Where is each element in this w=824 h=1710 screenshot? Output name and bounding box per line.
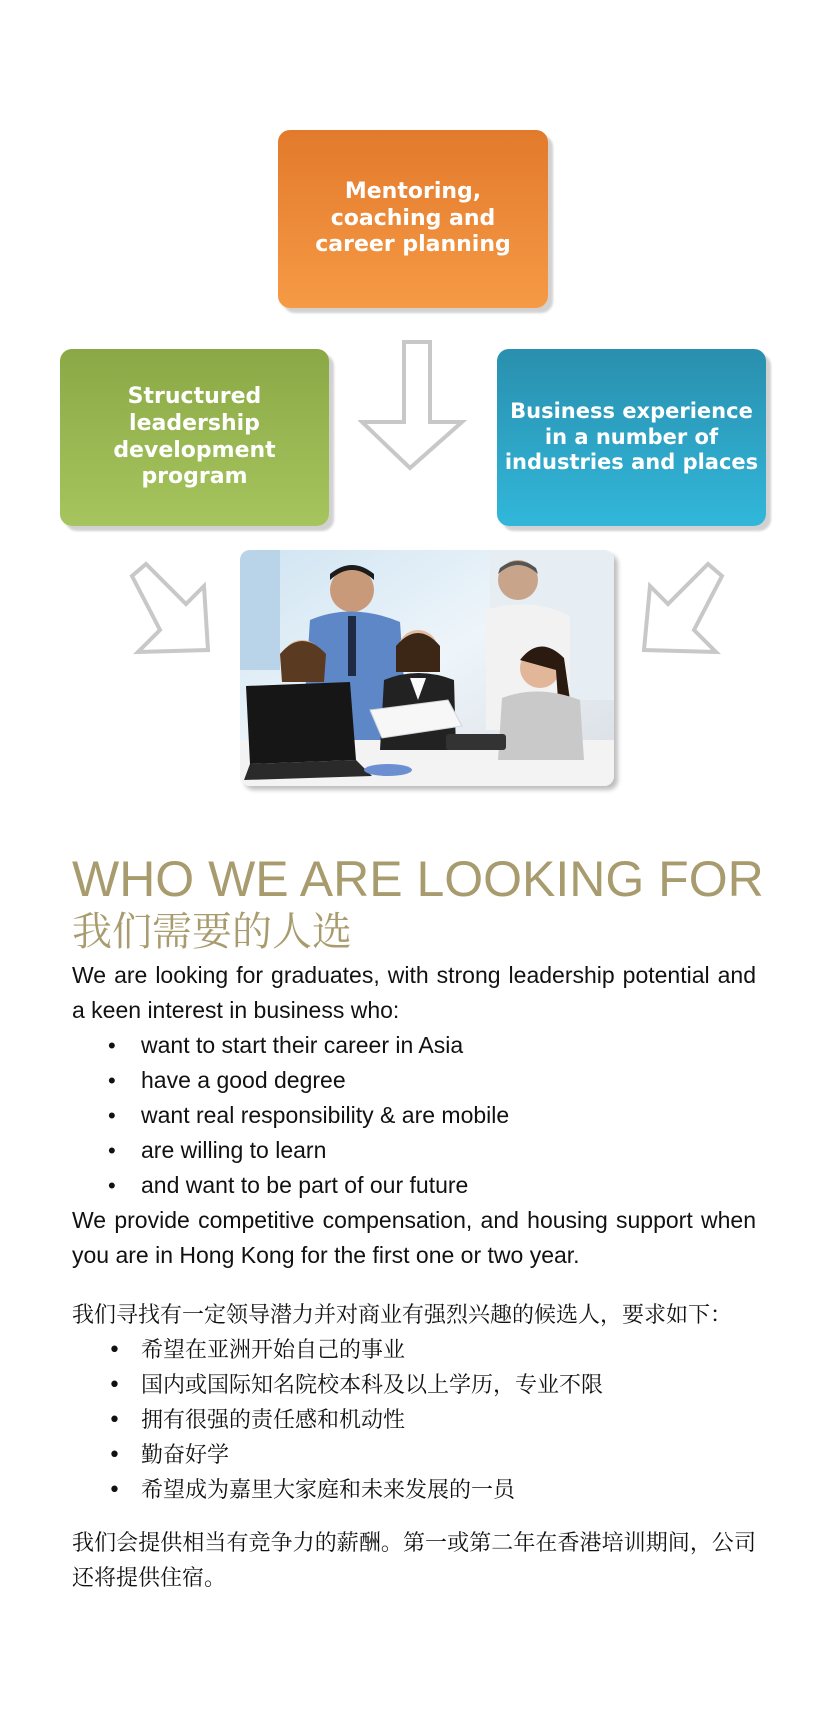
list-item bbox=[72, 1473, 756, 1508]
list-item-text: are willing to learn bbox=[141, 1137, 327, 1163]
business-experience-box bbox=[497, 349, 766, 526]
bullet-icon: • bbox=[108, 1173, 116, 1198]
bullet-icon: • bbox=[108, 1103, 116, 1128]
diagonal-arrow-left-icon bbox=[630, 560, 730, 660]
bullet-icon: • bbox=[108, 1373, 121, 1398]
diagonal-arrow-right-icon bbox=[124, 560, 224, 660]
intro-paragraph-en: We are looking for graduates, with strong leadership potential and a keen interest in business who: bbox=[72, 962, 756, 1023]
list-item bbox=[72, 1028, 756, 1063]
mentoring-box-label: Mentoring, coaching and career planning bbox=[315, 178, 511, 258]
english-text-block bbox=[72, 958, 756, 1273]
list-item-text: have a good degree bbox=[141, 1067, 346, 1093]
list-item bbox=[72, 1438, 756, 1473]
list-item bbox=[72, 1403, 756, 1438]
requirements-list-zh bbox=[72, 1333, 756, 1508]
intro-paragraph-zh: 我们寻找有一定领导潜力并对商业有强烈兴趣的候选人，要求如下： bbox=[72, 1303, 733, 1328]
list-item-text: 拥有很强的责任感和机动性 bbox=[141, 1408, 406, 1433]
closing-paragraph-zh: 我们会提供相当有竞争力的薪酬。第一或第二年在香港培训期间，公司还将提供住宿。 bbox=[72, 1531, 756, 1591]
bullet-icon: • bbox=[108, 1443, 121, 1468]
leadership-program-box-label: Structured leadership development program bbox=[113, 383, 276, 490]
section-heading-en: WHO WE ARE LOOKING FOR bbox=[72, 851, 764, 907]
list-item bbox=[72, 1098, 756, 1133]
bullet-icon: • bbox=[108, 1408, 121, 1433]
leadership-program-box bbox=[60, 349, 329, 526]
closing-paragraph-en: We provide competitive compensation, and housing support when you are in Hong Kong for the first one or two year. bbox=[72, 1207, 756, 1268]
chinese-text-block bbox=[72, 1298, 756, 1596]
business-experience-box-label: Business experience in a number of industries and places bbox=[504, 399, 759, 475]
team-meeting-photo bbox=[240, 550, 614, 786]
mentoring-box bbox=[278, 130, 548, 308]
list-item-text: 勤奋好学 bbox=[141, 1443, 230, 1468]
list-item bbox=[72, 1133, 756, 1168]
list-item-text: want real responsibility & are mobile bbox=[141, 1102, 510, 1128]
list-item-text: 希望成为嘉里大家庭和未来发展的一员 bbox=[141, 1478, 516, 1503]
list-item bbox=[72, 1063, 756, 1098]
list-item-text: 国内或国际知名院校本科及以上学历，专业不限 bbox=[141, 1373, 604, 1398]
section-heading-zh: 我们需要的人选 bbox=[72, 909, 352, 955]
bullet-icon: • bbox=[108, 1338, 121, 1363]
list-item bbox=[72, 1333, 756, 1368]
list-item-text: 希望在亚洲开始自己的事业 bbox=[141, 1338, 406, 1363]
list-item bbox=[72, 1168, 756, 1203]
list-item bbox=[72, 1368, 756, 1403]
bullet-icon: • bbox=[108, 1068, 116, 1093]
requirements-list-en bbox=[72, 1028, 756, 1203]
bullet-icon: • bbox=[108, 1138, 116, 1163]
list-item-text: want to start their career in Asia bbox=[141, 1032, 464, 1058]
bullet-icon: • bbox=[108, 1033, 116, 1058]
list-item-text: and want to be part of our future bbox=[141, 1172, 469, 1198]
down-arrow-icon bbox=[358, 338, 468, 474]
bullet-icon: • bbox=[108, 1478, 121, 1503]
